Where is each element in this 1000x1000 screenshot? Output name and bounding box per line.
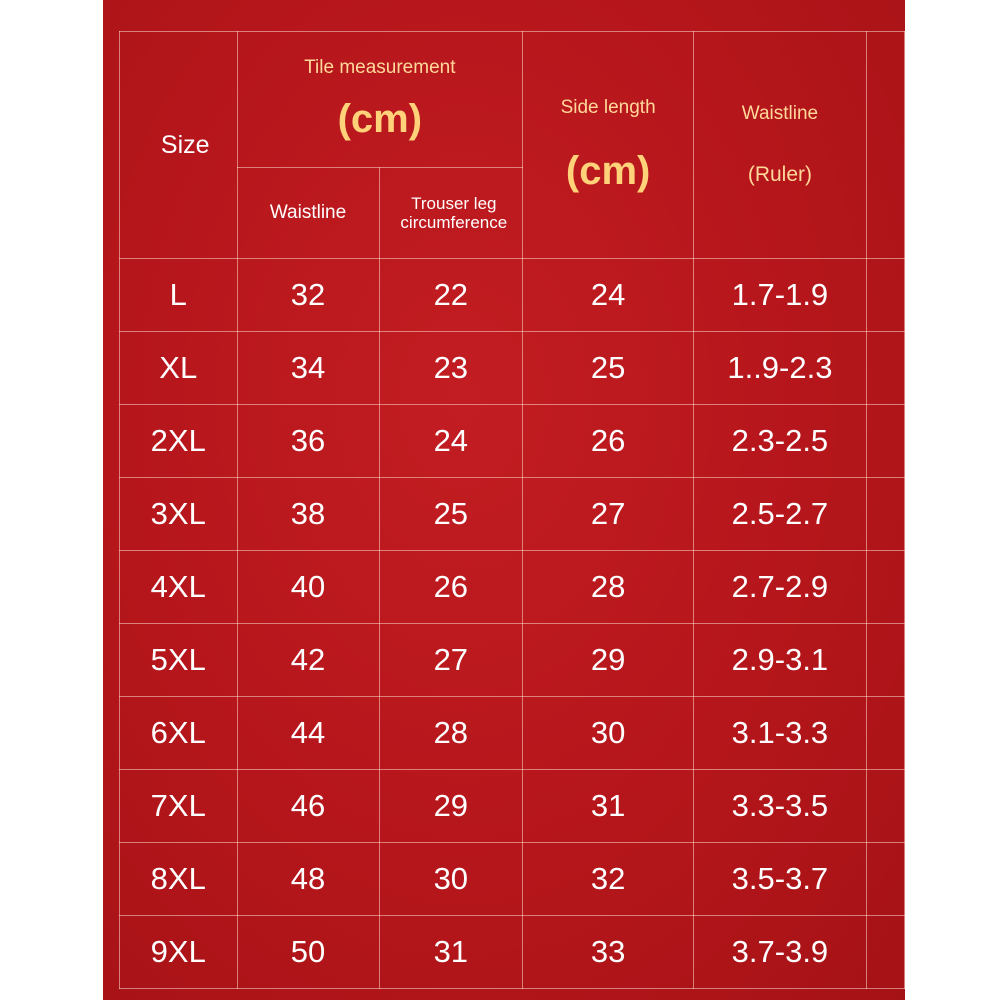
size-chart-table — [119, 31, 905, 989]
waistline-cell: 46 — [237, 770, 379, 843]
partial-cell — [866, 770, 904, 843]
partial-cell — [866, 332, 904, 405]
ruler-cell: 1..9-2.3 — [694, 332, 867, 405]
side-length-label: Side length — [560, 96, 656, 118]
trouser-leg-cell: 30 — [379, 843, 523, 916]
table-row — [120, 624, 905, 697]
trouser-leg-line-1: Trouser leg — [411, 194, 497, 213]
header-row-1 — [120, 32, 905, 168]
trouser-leg-cell: 25 — [379, 478, 523, 551]
side-length-unit: (cm) — [565, 148, 651, 193]
partial-cell — [866, 916, 904, 989]
table-row — [120, 405, 905, 478]
partial-cell — [866, 259, 904, 332]
trouser-leg-cell: 22 — [379, 259, 523, 332]
table-row — [120, 916, 905, 989]
tile-measurement-unit: (cm) — [337, 97, 423, 141]
table-row — [120, 843, 905, 916]
ruler-cell: 2.7-2.9 — [694, 551, 867, 624]
waistline-cell: 38 — [237, 478, 379, 551]
waistline-ruler-header — [694, 32, 867, 259]
waistline-header: Waistline — [237, 168, 379, 259]
trouser-leg-cell: 26 — [379, 551, 523, 624]
size-cell: L — [120, 259, 238, 332]
side-length-cell: 27 — [523, 478, 694, 551]
size-cell: 5XL — [120, 624, 238, 697]
size-cell: 7XL — [120, 770, 238, 843]
partial-cell — [866, 551, 904, 624]
partial-cell — [866, 478, 904, 551]
ruler-cell: 3.7-3.9 — [694, 916, 867, 989]
ruler-cell: 2.5-2.7 — [694, 478, 867, 551]
waistline-cell: 50 — [237, 916, 379, 989]
tile-measurement-label: Tile measurement — [304, 57, 456, 78]
size-cell: 8XL — [120, 843, 238, 916]
side-length-cell: 24 — [523, 259, 694, 332]
trouser-leg-line-2: circumference — [400, 213, 508, 232]
size-cell: XL — [120, 332, 238, 405]
waistline-cell: 48 — [237, 843, 379, 916]
side-length-header — [523, 32, 694, 259]
partial-cell — [866, 405, 904, 478]
ruler-cell: 2.3-2.5 — [694, 405, 867, 478]
waistline-cell: 42 — [237, 624, 379, 697]
trouser-leg-cell: 27 — [379, 624, 523, 697]
waistline-cell: 44 — [237, 697, 379, 770]
ruler-cell: 3.5-3.7 — [694, 843, 867, 916]
table-row — [120, 478, 905, 551]
side-length-cell: 28 — [523, 551, 694, 624]
ruler-cell: 1.7-1.9 — [694, 259, 867, 332]
trouser-leg-cell: 23 — [379, 332, 523, 405]
waistline-cell: 36 — [237, 405, 379, 478]
size-chart-panel — [103, 0, 905, 1000]
side-length-cell: 31 — [523, 770, 694, 843]
waistline-cell: 32 — [237, 259, 379, 332]
partial-cell — [866, 843, 904, 916]
table-row — [120, 697, 905, 770]
table-row — [120, 332, 905, 405]
side-length-cell: 29 — [523, 624, 694, 697]
size-header: Size — [120, 32, 238, 259]
size-cell: 9XL — [120, 916, 238, 989]
waistline-ruler-label: Waistline — [741, 103, 819, 124]
table-row — [120, 770, 905, 843]
trouser-leg-cell: 31 — [379, 916, 523, 989]
ruler-cell: 2.9-3.1 — [694, 624, 867, 697]
trouser-leg-cell: 24 — [379, 405, 523, 478]
side-length-cell: 33 — [523, 916, 694, 989]
partial-cell — [866, 697, 904, 770]
ruler-cell: 3.3-3.5 — [694, 770, 867, 843]
waistline-cell: 40 — [237, 551, 379, 624]
ruler-cell: 3.1-3.3 — [694, 697, 867, 770]
table-row — [120, 259, 905, 332]
size-cell: 2XL — [120, 405, 238, 478]
side-length-cell: 25 — [523, 332, 694, 405]
trouser-leg-cell: 28 — [379, 697, 523, 770]
size-cell: 6XL — [120, 697, 238, 770]
partial-cell — [866, 624, 904, 697]
waistline-cell: 34 — [237, 332, 379, 405]
table-body — [120, 32, 905, 989]
partial-column-header — [866, 32, 904, 259]
size-cell: 4XL — [120, 551, 238, 624]
trouser-leg-cell: 29 — [379, 770, 523, 843]
side-length-cell: 30 — [523, 697, 694, 770]
tile-measurement-header — [237, 32, 523, 168]
side-length-cell: 26 — [523, 405, 694, 478]
table-row — [120, 551, 905, 624]
ruler-unit: (Ruler) — [747, 163, 812, 186]
trouser-leg-header — [379, 168, 523, 259]
side-length-cell: 32 — [523, 843, 694, 916]
size-cell: 3XL — [120, 478, 238, 551]
